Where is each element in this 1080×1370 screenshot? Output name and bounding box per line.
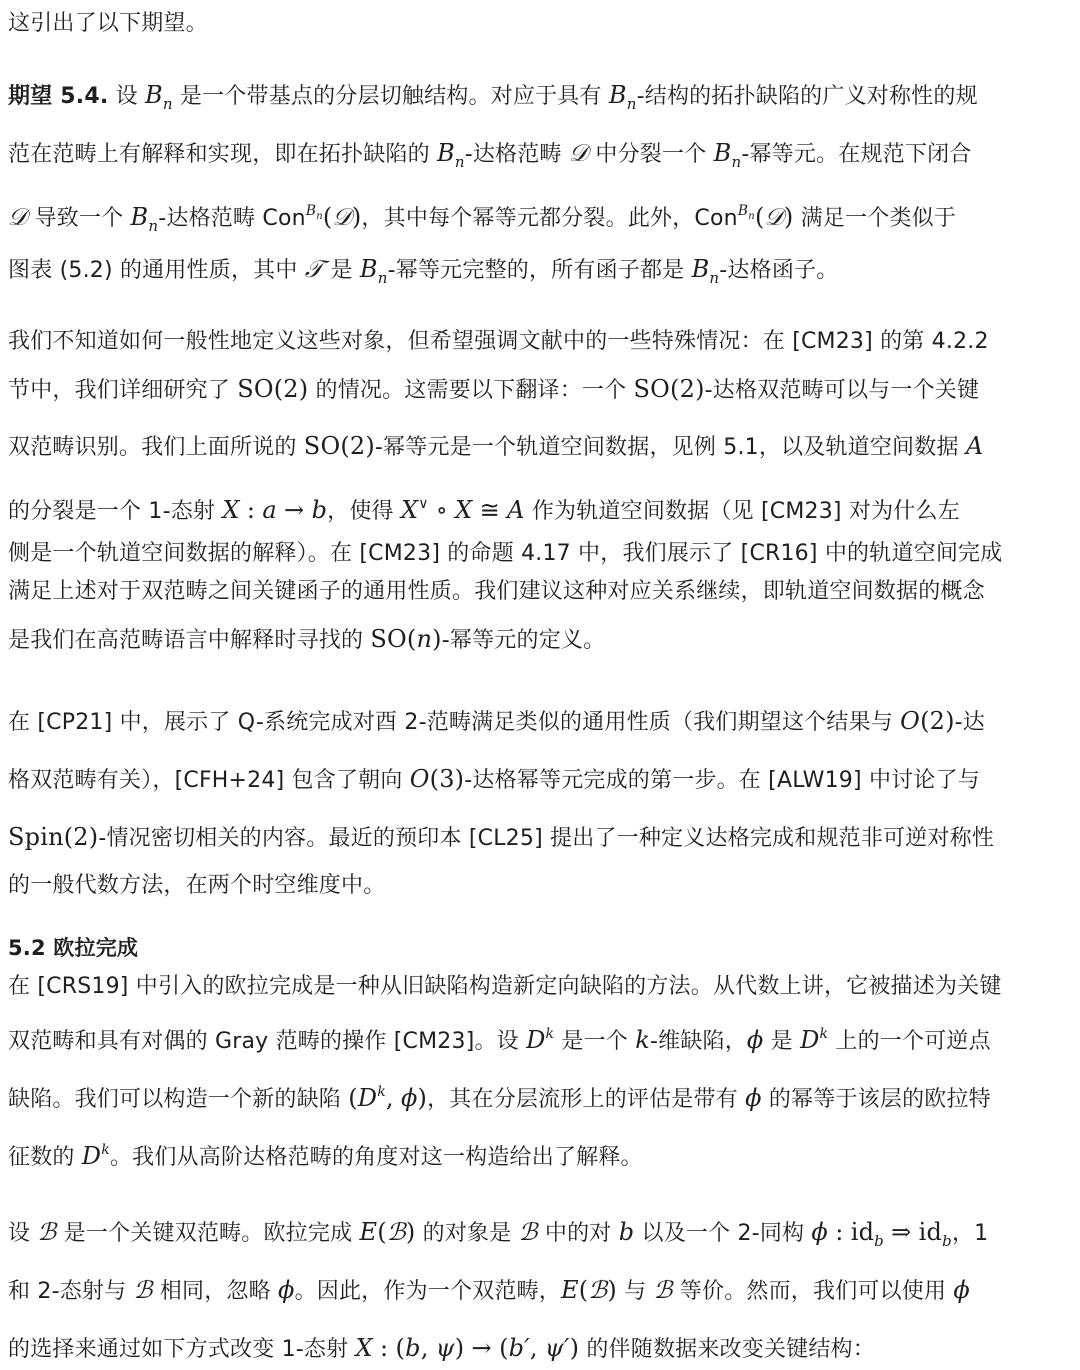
paragraph-2-line-6: 满足上述对于双范畴之间关键函子的通用性质。我们建议这种对应关系继续，即轨道空间数据的概念 — [8, 579, 985, 604]
section-5-2-line-4: 征数的 $D^k$。我们从高阶达格范畴的角度对这一构造给出了解释。 — [8, 1142, 643, 1170]
paragraph-2-line-7: 是我们在高范畴语言中解释时寻找的 SO(n)-幂等元的定义。 — [8, 625, 606, 653]
section-5-2-line-2: 双范畴和具有对偶的 Gray 范畴的操作 [CM23]。设 $D^k$ 是一个 k-维缺陷，ϕ 是 $D^k$ 上的一个可逆点 — [8, 1026, 991, 1054]
section-5-2-line-3: 缺陷。我们可以构造一个新的缺陷 ($D^k$, ϕ)，其在分层流形上的评估是带有 ϕ 的幂等于该层的欧拉特 — [8, 1084, 991, 1112]
paragraph-2-line-2: 节中，我们详细研究了 SO(2) 的情况。这需要以下翻译：一个 SO(2)-达格双范畴可以与一个关键 — [8, 375, 980, 403]
paragraph-3-line-2: 格双范畴有关），[CFH+24] 包含了朝向 O(3)-达格幂等元完成的第一步。在 [ALW19] 中讨论了与 — [8, 765, 980, 793]
expectation-5-4-line-1: 期望 5.4. 设 $B_n$ 是一个带基点的分层切触结构。对应于具有 $B_n-$结构的拓扑缺陷的广义对称性的规 — [8, 81, 978, 113]
paragraph-5-line-1: 设 ℬ 是一个关键双范畴。欧拉完成 E(ℬ) 的对象是 ℬ 中的对 b 以及一个 2-同构 ϕ : $id_b$ ⇒ $id_b$，1 — [8, 1218, 989, 1250]
paragraph-2-line-5: 侧是一个轨道空间数据的解释）。在 [CM23] 的命题 4.17 中，我们展示了 [CR16] 中的轨道空间完成 — [8, 541, 1003, 566]
paragraph-3-line-4: 的一般代数方法，在两个时空维度中。 — [8, 873, 386, 898]
paragraph-5-line-3: 的选择来通过如下方式改变 1-态射 X : (b, ψ) → (b′, ψ′) 的伴随数据来改变关键结构： — [8, 1334, 875, 1362]
paragraph-2-line-4: 的分裂是一个 1-态射 X : a → b，使得 X∨ ∘ X ≅ A 作为轨道空间数据（见 [CM23] 对为什么左 — [8, 496, 960, 524]
section-5-2-line-1: 在 [CRS19] 中引入的欧拉完成是一种从旧缺陷构造新定向缺陷的方法。从代数上讲，它被描述为关键 — [8, 974, 1002, 999]
expectation-5-4-line-2: 范在范畴上有解释和实现，即在拓扑缺陷的 $B_n-$达格范畴 𝒟 中分裂一个 $B_n-$幂等元。在规范下闭合 — [8, 139, 972, 171]
text-line: 这引出了以下期望。 — [8, 11, 208, 36]
section-heading-5-2: 5.2 欧拉完成 — [8, 936, 139, 960]
expectation-5-4-line-4: 图表 (5.2) 的通用性质，其中 𝒯 是 $B_n-$幂等元完整的，所有函子都是 $B_n-$达格函子。 — [8, 255, 839, 287]
paragraph-3-line-3: Spin(2)-情况密切相关的内容。最近的预印本 [CL25] 提出了一种定义达格完成和规范非可逆对称性 — [8, 823, 995, 851]
paragraph-3-line-1: 在 [CP21] 中，展示了 Q-系统完成对酉 2-范畴满足类似的通用性质（我们期望这个结果与 O(2)-达 — [8, 707, 986, 735]
paragraph-2-line-3: 双范畴识别。我们上面所说的 SO(2)-幂等元是一个轨道空间数据，见例 5.1，以及轨道空间数据 A — [8, 432, 984, 460]
paragraph-2-line-1: 我们不知道如何一般性地定义这些对象，但希望强调文献中的一些特殊情况：在 [CM23] 的第 4.2.2 — [8, 329, 989, 354]
paragraph-5-line-2: 和 2-态射与 ℬ 相同，忽略 ϕ。因此，作为一个双范畴，E(ℬ) 与 ℬ 等价。然而，我们可以使用 ϕ — [8, 1276, 970, 1304]
expectation-5-4-line-3: 𝒟 导致一个 $B_n-$达格范畴 Con$^{B_n}$(𝒟)，其中每个幂等元都分裂。此外，Con$^{B_n}$(𝒟) 满足一个类似于 — [8, 203, 957, 235]
